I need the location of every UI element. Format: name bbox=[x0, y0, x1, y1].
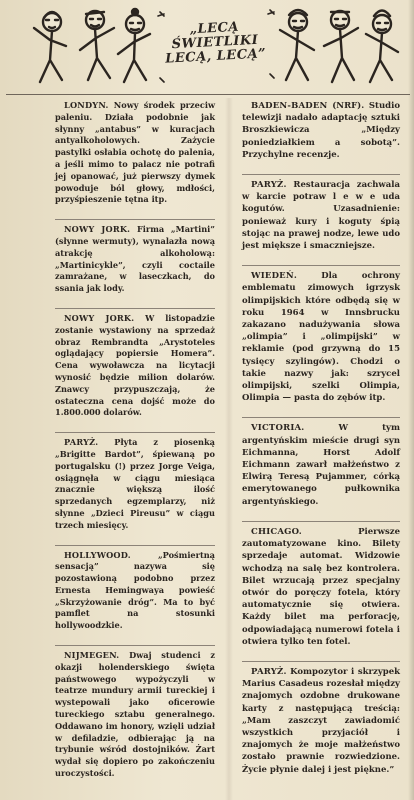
news-text: Dla ochrony emblematu zimowych igrzysk olimpijskich które odbędą się w roku 1964 w Innsbrucku zakazano nadużywania słowa „olimpia” i „olimpijski” w reklamie (pod grzywną do 15 tysięcy szylingów). Chodzi o takie nazwy jak: szrycel olimpijski, szelki Olimpia, Olimpia — pasta do zębów itp. bbox=[242, 271, 400, 404]
news-text: (NRF). Studio telewizji nadało adaptację sztuki Broszkiewicza „Między poniedziałkiem a sobotą”. Przychylne recenzje. bbox=[242, 101, 400, 160]
news-text: Nowy środek przeciw paleniu. Działa podobnie jak słynny „antabus” w kuracjach antyalkoholowych. Zażycie pastylki osłabia ochotę do palenia, a jeśli mimo to palacz nie potrafi jej opanować, już pierwszy dymek powoduje ból głowy, mdłości, przyśpieszenie tętna itp. bbox=[55, 100, 215, 205]
right-column bbox=[242, 100, 400, 789]
news-item-paryz-2 bbox=[242, 179, 400, 252]
news-lead: NOWY JORK. bbox=[64, 312, 135, 323]
news-text: Dwaj studenci z okazji holenderskiego święta państwowego wypożyczyli w teatrze mundury armii tureckiej i wystepowali jako oficerowie tureckiego sztabu generalnego. Oddawano im honory, wzięli udział w defiladzie, odbierając ją na trybunie wśród dostojników. Żart wydał się dopiero po zakończeniu uroczystości. bbox=[55, 650, 216, 779]
news-text: Firma „Martini” (słynne wermuty), wynalazła nową atrakcję alkoholową: „Martinicykle”, czyli coctaile zamrażane, w laseczkach, do ssania jak lody. bbox=[55, 224, 215, 294]
news-item-paryz-1 bbox=[55, 437, 215, 531]
item-divider bbox=[242, 661, 400, 662]
news-text: W listopadzie zostanie wystawiony na sprzedaż obraz Rembrandta „Arystoteles oglądający popiersie Homera”. Cena wywoławcza na licytacji wynosić będzie milion dolarów. Znawcy przypuszczają, że ostateczna cena dojść może do 1.800.000 dolarów. bbox=[55, 312, 215, 418]
news-item-nowy-jork-1 bbox=[55, 224, 215, 295]
item-divider bbox=[55, 432, 215, 433]
item-divider bbox=[55, 308, 215, 309]
dancing-figure-icon bbox=[324, 11, 358, 82]
news-lead: NOWY JORK. bbox=[64, 224, 131, 235]
news-text: Płyta z piosenką „Brigitte Bardot”, śpiewaną po portugalsku (!) przez Jorge Veiga, osiągnęła w ciągu miesiąca znacznie większą ilość sprzedanych egzemplarzy, niż słynne „Dzieci Pireusu” w ciągu trzech miesięcy. bbox=[55, 437, 215, 530]
news-item-chicago bbox=[242, 526, 400, 648]
item-divider bbox=[242, 174, 400, 175]
item-divider bbox=[242, 417, 400, 418]
news-lead: WIEDEŃ. bbox=[251, 271, 297, 282]
news-text: Restauracja zachwala w karcie potraw l e w e uda kogutów. Uzasadnienie: ponieważ kury i koguty śpią stojąc na prawej nodze, lewe udo jest miększe i smaczniejsze. bbox=[242, 180, 400, 252]
item-divider bbox=[55, 545, 215, 546]
header-divider bbox=[6, 94, 410, 95]
news-lead: HOLLYWOOD. bbox=[64, 549, 131, 560]
news-lead: NIJMEGEN. bbox=[64, 650, 120, 661]
page-fold-shadow bbox=[225, 98, 233, 800]
news-item-nowy-jork-2 bbox=[55, 313, 215, 419]
dancing-figure-icon bbox=[118, 9, 150, 82]
dancing-figure-icon bbox=[366, 11, 398, 83]
news-text: Pierwsze zautomatyzowane kino. Bilety sprzedaje automat. Widzowie wchodzą na salę bez kontrolera. Bilet wrzucają przez specjalny otwór do poręczy fotela, który automatycznie się otwiera. Każdy bilet ma perforację, odpowiadającą numerowi fotela i otwiera tylko ten fotel. bbox=[242, 526, 400, 647]
news-item-baden-baden bbox=[242, 100, 400, 161]
item-divider bbox=[242, 265, 400, 266]
left-column bbox=[55, 100, 215, 793]
header-illustration bbox=[0, 0, 414, 96]
dancing-figure-icon bbox=[80, 11, 114, 80]
item-divider bbox=[55, 645, 215, 646]
news-text: W tym argentyńskim mieście drugi syn Eichmanna, Horst Adolf Eichmann zawarł małżeństwo z Elwirą Teresą Pujammer, córką emerytowanego pułkownika argentyńskiego. bbox=[242, 423, 400, 507]
news-text: Kompozytor i skrzypek Marius Casadeus rozesłał między znajomych ozdobne drukowane karty z następującą treścią: „Mam zaszczyt zawiadomić wszystkich przyjaciół i znajomych że moje małżeństwo zostało prawnie rozwiedzione. Życie płynie dalej i jest piękne.” bbox=[242, 666, 400, 775]
news-lead: LONDYN. bbox=[64, 100, 109, 110]
news-lead: PARYŻ. bbox=[251, 666, 287, 677]
news-item-victoria bbox=[242, 422, 400, 507]
dancing-figure-icon bbox=[34, 12, 66, 82]
item-divider bbox=[242, 521, 400, 522]
page-edge-shadow bbox=[408, 0, 414, 800]
news-lead: BADEN-BADEN bbox=[251, 101, 328, 111]
news-lead: PARYŻ. bbox=[251, 180, 287, 191]
dancing-figure-icon bbox=[280, 10, 314, 80]
news-text: „Pośmiertną sensacją” nazywa się pozostawioną podobno przez Ernesta Hemingwaya powieść „Skrzyżowanie dróg”. Ma to być pamflet na stosunki hollywoodzkie. bbox=[55, 549, 215, 631]
news-lead: VICTORIA. bbox=[251, 423, 305, 434]
news-item-wieden bbox=[242, 270, 400, 404]
news-item-londyn bbox=[55, 100, 215, 206]
news-lead: PARYŻ. bbox=[64, 437, 99, 448]
header-title: „LECĄ ŚWIETLIKI LECĄ, LECĄ” bbox=[164, 19, 267, 67]
news-item-paryz-3 bbox=[242, 666, 400, 776]
news-lead: CHICAGO. bbox=[251, 526, 302, 537]
news-item-hollywood bbox=[55, 550, 215, 633]
news-item-nijmegen bbox=[55, 650, 215, 780]
item-divider bbox=[55, 219, 215, 220]
